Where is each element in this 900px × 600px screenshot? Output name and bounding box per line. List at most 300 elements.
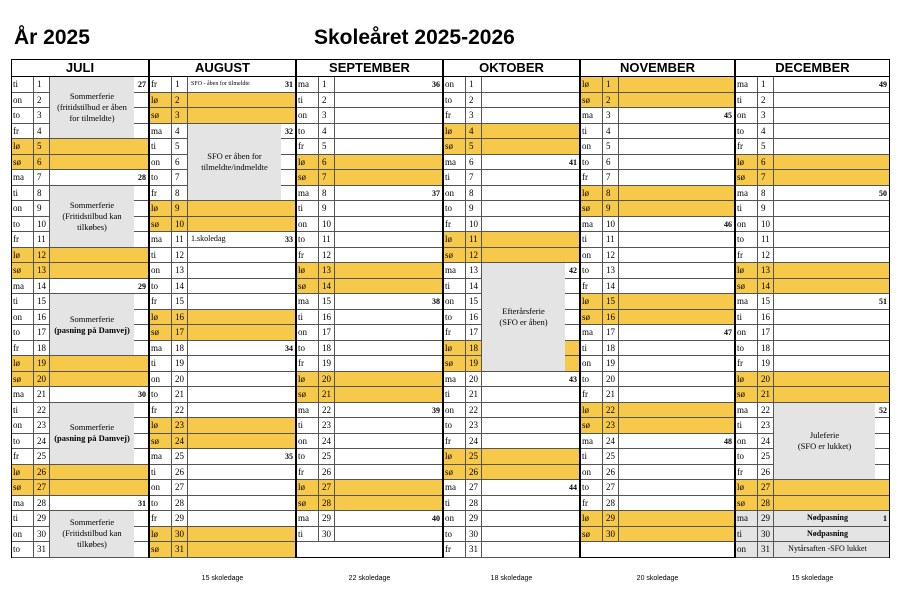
weekday-name: lø (736, 263, 758, 278)
day-number: 20 (34, 372, 50, 387)
weekday-name: fr (581, 170, 603, 185)
weekday-name: ti (581, 449, 603, 464)
holiday-period: Sommerferie (pasning på Damvej) (50, 403, 134, 465)
day-row (150, 511, 295, 527)
day-row (297, 124, 442, 140)
weekday-name: sø (297, 387, 319, 402)
weekday-name: ma (12, 496, 34, 511)
weekday-name: on (581, 248, 603, 263)
weekday-name: fr (297, 139, 319, 154)
weekday-name: sø (736, 387, 758, 402)
day-row (581, 434, 734, 450)
day-row (581, 217, 734, 233)
day-number: 10 (34, 217, 50, 232)
day-number: 15 (758, 294, 774, 309)
day-number: 27 (758, 480, 774, 495)
weekday-name: ti (297, 310, 319, 325)
day-number: 27 (319, 480, 335, 495)
day-number: 24 (466, 434, 482, 449)
day-row (297, 434, 442, 450)
weekday-name: fr (297, 248, 319, 263)
weekday-name: sø (150, 542, 172, 557)
day-row (581, 77, 734, 93)
day-row (12, 387, 148, 403)
weekday-name: sø (736, 279, 758, 294)
day-row (150, 279, 295, 295)
weekday-name: ma (12, 279, 34, 294)
weekday-name: fr (444, 108, 466, 123)
day-row (581, 356, 734, 372)
weekday-name: ti (297, 527, 319, 542)
day-number: 16 (319, 310, 335, 325)
day-number: 19 (172, 356, 188, 371)
day-row (444, 108, 579, 124)
weekday-name: on (12, 93, 34, 108)
weekday-name: to (444, 527, 466, 542)
weekday-name: ti (736, 310, 758, 325)
day-row (12, 155, 148, 171)
holiday-period: Efterårsferie (SFO er åben) (482, 263, 565, 372)
day-number: 20 (466, 372, 482, 387)
weekday-name: fr (581, 279, 603, 294)
weekday-name: ma (736, 294, 758, 309)
day-row (736, 511, 889, 527)
day-number: 3 (466, 108, 482, 123)
weekday-name: ma (150, 124, 172, 139)
weekday-name: sø (736, 170, 758, 185)
weekday-name: lø (12, 248, 34, 263)
weekday-name: sø (297, 279, 319, 294)
weekday-name: ti (150, 248, 172, 263)
weekday-name: sø (297, 170, 319, 185)
day-number: 22 (172, 403, 188, 418)
weekday-name: lø (150, 310, 172, 325)
day-row (444, 527, 579, 543)
day-number: 7 (34, 170, 50, 185)
day-row (444, 170, 579, 186)
day-number: 26 (172, 465, 188, 480)
week-number: 33 (285, 235, 293, 244)
week-number: 43 (569, 374, 577, 384)
weekday-name: to (12, 325, 34, 340)
day-number: 28 (758, 496, 774, 511)
weekday-name: lø (444, 232, 466, 247)
day-number: 2 (466, 93, 482, 108)
weekday-name: lø (297, 155, 319, 170)
holiday-period: SFO er åben for tilmeldte/indmeldte (188, 124, 281, 202)
day-row (297, 217, 442, 233)
day-number: 18 (603, 341, 619, 356)
weekday-name: ma (581, 217, 603, 232)
weekday-name: to (150, 496, 172, 511)
day-row (736, 356, 889, 372)
weekday-name: ti (297, 201, 319, 216)
weekday-name: sø (12, 480, 34, 495)
day-number: 10 (758, 217, 774, 232)
day-row (297, 372, 442, 388)
weekday-name: on (150, 155, 172, 170)
day-number: 24 (758, 434, 774, 449)
school-year-title: Skoleåret 2025-2026 (314, 26, 515, 49)
weekday-name: on (581, 465, 603, 480)
weekday-name: ma (150, 232, 172, 247)
weekday-name: ma (736, 186, 758, 201)
day-row (297, 186, 442, 202)
week-number: 51 (879, 297, 887, 306)
day-number: 1 (319, 77, 335, 92)
weekday-name: on (150, 372, 172, 387)
month-juli (11, 59, 149, 558)
day-row (150, 217, 295, 233)
weekday-name: on (150, 263, 172, 278)
week-number: 42 (569, 266, 577, 275)
day-row (444, 77, 579, 93)
day-number: 5 (466, 139, 482, 154)
day-row (297, 248, 442, 264)
day-row (581, 201, 734, 217)
weekday-name: on (12, 418, 34, 433)
weekday-name: fr (297, 465, 319, 480)
day-row (297, 465, 442, 481)
weekday-name: sø (581, 201, 603, 216)
day-row (581, 263, 734, 279)
weekday-name: ti (12, 403, 34, 418)
day-row (150, 263, 295, 279)
weekday-name: sø (581, 527, 603, 542)
weekday-name: fr (297, 356, 319, 371)
day-number: 28 (466, 496, 482, 511)
day-number: 15 (319, 294, 335, 309)
day-row (297, 201, 442, 217)
weekday-name: on (736, 325, 758, 340)
weekday-name: ma (150, 449, 172, 464)
day-number: 22 (758, 403, 774, 418)
day-row (444, 542, 579, 558)
day-number: 21 (172, 387, 188, 402)
day-number: 9 (319, 201, 335, 216)
day-number: 23 (34, 418, 50, 433)
weekday-name: lø (444, 341, 466, 356)
week-number: 39 (432, 405, 440, 415)
day-row (581, 480, 734, 496)
day-number: 8 (172, 186, 188, 201)
weekday-name: ma (581, 434, 603, 449)
weekday-name: to (150, 279, 172, 294)
day-number: 1 (172, 77, 188, 92)
day-number: 17 (466, 325, 482, 340)
day-number: 31 (466, 542, 482, 557)
day-number: 13 (466, 263, 482, 278)
weekday-name: fr (444, 217, 466, 232)
weekday-name: to (297, 341, 319, 356)
day-row (444, 186, 579, 202)
day-row (736, 139, 889, 155)
week-number: 32 (285, 126, 293, 136)
month-august (149, 59, 296, 558)
weekday-name: lø (297, 372, 319, 387)
day-number: 21 (319, 387, 335, 402)
weekday-name: ti (444, 279, 466, 294)
week-number: 52 (879, 405, 887, 415)
week-number: 47 (724, 328, 732, 337)
day-note: Nytårsaften -SFO lukket (788, 544, 867, 553)
day-row (297, 341, 442, 357)
day-number: 28 (172, 496, 188, 511)
month-september (296, 59, 443, 558)
day-number: 20 (172, 372, 188, 387)
day-row (297, 449, 442, 465)
day-row (736, 496, 889, 512)
weekday-name: on (12, 310, 34, 325)
day-number: 22 (34, 403, 50, 418)
weekday-name: fr (736, 465, 758, 480)
day-row (12, 480, 148, 496)
day-row (297, 387, 442, 403)
day-row (736, 155, 889, 171)
weekday-name: to (444, 418, 466, 433)
day-row (444, 201, 579, 217)
day-number: 9 (758, 201, 774, 216)
day-row (736, 542, 889, 558)
day-row (12, 170, 148, 186)
day-row (297, 279, 442, 295)
day-row (150, 372, 295, 388)
day-note: Nødpasning (807, 513, 848, 522)
day-row (297, 170, 442, 186)
day-number: 16 (172, 310, 188, 325)
day-row (150, 496, 295, 512)
day-number: 11 (172, 232, 188, 247)
day-row (297, 108, 442, 124)
day-row (150, 248, 295, 264)
day-number: 13 (603, 263, 619, 278)
month-header: OKTOBER (444, 60, 579, 77)
weekday-name: fr (444, 434, 466, 449)
day-number: 28 (319, 496, 335, 511)
week-number: 35 (285, 452, 293, 461)
day-number: 18 (466, 341, 482, 356)
day-number: 6 (34, 155, 50, 170)
day-number: 8 (603, 186, 619, 201)
day-row (736, 186, 889, 202)
weekday-name: sø (444, 356, 466, 371)
day-number: 31 (758, 542, 774, 557)
month-december (735, 59, 890, 558)
day-row (12, 465, 148, 481)
day-row (444, 139, 579, 155)
weekday-name: ti (581, 341, 603, 356)
day-row (736, 248, 889, 264)
weekday-name: to (150, 170, 172, 185)
day-number: 2 (758, 93, 774, 108)
weekday-name: sø (12, 155, 34, 170)
day-row (581, 248, 734, 264)
day-row (444, 372, 579, 388)
weekday-name: sø (297, 496, 319, 511)
weekday-name: fr (12, 449, 34, 464)
day-number: 6 (172, 155, 188, 170)
day-number: 5 (319, 139, 335, 154)
day-row (581, 139, 734, 155)
weekday-name: sø (444, 248, 466, 263)
schooldays-count: 18 skoledage (490, 575, 533, 582)
day-row (581, 279, 734, 295)
weekday-name: ti (736, 201, 758, 216)
weekday-name: fr (150, 77, 172, 92)
day-number: 14 (603, 279, 619, 294)
weekday-name: sø (150, 325, 172, 340)
day-row (581, 155, 734, 171)
day-number: 29 (758, 511, 774, 526)
day-row (12, 496, 148, 512)
weekday-name: ma (297, 511, 319, 526)
week-number: 31 (138, 498, 146, 508)
schooldays-count: 15 skoledage (201, 575, 244, 582)
day-row (444, 124, 579, 140)
day-row (581, 465, 734, 481)
week-number: 50 (879, 188, 887, 198)
weekday-name: to (581, 480, 603, 495)
week-number: 44 (569, 483, 577, 492)
week-number: 36 (432, 80, 440, 89)
day-number: 20 (319, 372, 335, 387)
day-number: 16 (758, 310, 774, 325)
schooldays-count: 15 skoledage (791, 575, 834, 582)
weekday-name: ma (444, 480, 466, 495)
weekday-name: on (297, 217, 319, 232)
day-number: 11 (34, 232, 50, 247)
weekday-name: on (444, 77, 466, 92)
day-number: 4 (603, 124, 619, 139)
day-number: 31 (172, 542, 188, 557)
week-number: 41 (569, 157, 577, 167)
day-row (581, 294, 734, 310)
weekday-name: fr (150, 511, 172, 526)
weekday-name: lø (736, 480, 758, 495)
day-row (581, 496, 734, 512)
weekday-name: lø (444, 124, 466, 139)
weekday-name: on (150, 480, 172, 495)
weekday-name: to (12, 542, 34, 557)
week-number: 38 (432, 297, 440, 306)
day-row (581, 403, 734, 419)
day-row (150, 449, 295, 465)
day-row (581, 310, 734, 326)
day-number: 20 (603, 372, 619, 387)
weekday-name: lø (581, 186, 603, 201)
day-row (736, 341, 889, 357)
day-number: 13 (758, 263, 774, 278)
day-number: 2 (319, 93, 335, 108)
weekday-name: sø (581, 93, 603, 108)
weekday-name: ti (150, 356, 172, 371)
day-row (581, 232, 734, 248)
weekday-name: sø (12, 263, 34, 278)
weekday-name: ti (444, 170, 466, 185)
weekday-name: sø (150, 434, 172, 449)
day-number: 8 (466, 186, 482, 201)
day-number: 12 (466, 248, 482, 263)
day-row (736, 279, 889, 295)
weekday-name: ti (297, 418, 319, 433)
day-row (444, 496, 579, 512)
weekday-name: lø (581, 511, 603, 526)
day-number: 21 (758, 387, 774, 402)
day-row (297, 93, 442, 109)
day-number: 12 (34, 248, 50, 263)
day-row (12, 139, 148, 155)
day-number: 12 (319, 248, 335, 263)
day-row (444, 387, 579, 403)
day-number: 28 (603, 496, 619, 511)
weekday-name: ma (297, 403, 319, 418)
weekday-name: ma (12, 170, 34, 185)
day-number: 27 (34, 480, 50, 495)
day-number: 7 (603, 170, 619, 185)
weekday-name: ti (736, 93, 758, 108)
day-row (297, 155, 442, 171)
weekday-name: fr (736, 139, 758, 154)
day-number: 9 (34, 201, 50, 216)
day-row (736, 263, 889, 279)
day-row (736, 124, 889, 140)
weekday-name: ma (581, 108, 603, 123)
weekday-name: fr (12, 232, 34, 247)
day-number: 4 (34, 124, 50, 139)
day-number: 9 (172, 201, 188, 216)
day-row (444, 232, 579, 248)
day-number: 25 (319, 449, 335, 464)
weekday-name: on (297, 325, 319, 340)
day-row (581, 341, 734, 357)
week-number: 28 (138, 173, 146, 182)
day-number: 18 (758, 341, 774, 356)
weekday-name: sø (736, 496, 758, 511)
weekday-name: fr (12, 341, 34, 356)
day-number: 26 (34, 465, 50, 480)
day-number: 2 (34, 93, 50, 108)
day-row (12, 279, 148, 295)
week-number: 29 (138, 281, 146, 291)
day-row (736, 93, 889, 109)
day-number: 6 (466, 155, 482, 170)
day-number: 19 (758, 356, 774, 371)
day-row (444, 403, 579, 419)
holiday-period: Sommerferie (fritidstilbud er åben for tilmeldte) (50, 77, 134, 139)
weekday-name: lø (297, 480, 319, 495)
day-number: 27 (172, 480, 188, 495)
weekday-name: lø (736, 155, 758, 170)
week-number: 45 (724, 111, 732, 120)
weekday-name: ma (297, 186, 319, 201)
weekday-name: fr (736, 356, 758, 371)
weekday-name: to (12, 434, 34, 449)
weekday-name: lø (581, 403, 603, 418)
day-row (150, 77, 295, 93)
day-number: 5 (758, 139, 774, 154)
weekday-name: lø (581, 77, 603, 92)
day-number: 25 (758, 449, 774, 464)
weekday-name: ti (736, 527, 758, 542)
day-row (150, 418, 295, 434)
day-row (150, 434, 295, 450)
day-row (297, 496, 442, 512)
day-row (581, 170, 734, 186)
month-oktober (443, 59, 580, 558)
weekday-name: on (736, 434, 758, 449)
weekday-name: on (581, 356, 603, 371)
weekday-name: sø (150, 108, 172, 123)
